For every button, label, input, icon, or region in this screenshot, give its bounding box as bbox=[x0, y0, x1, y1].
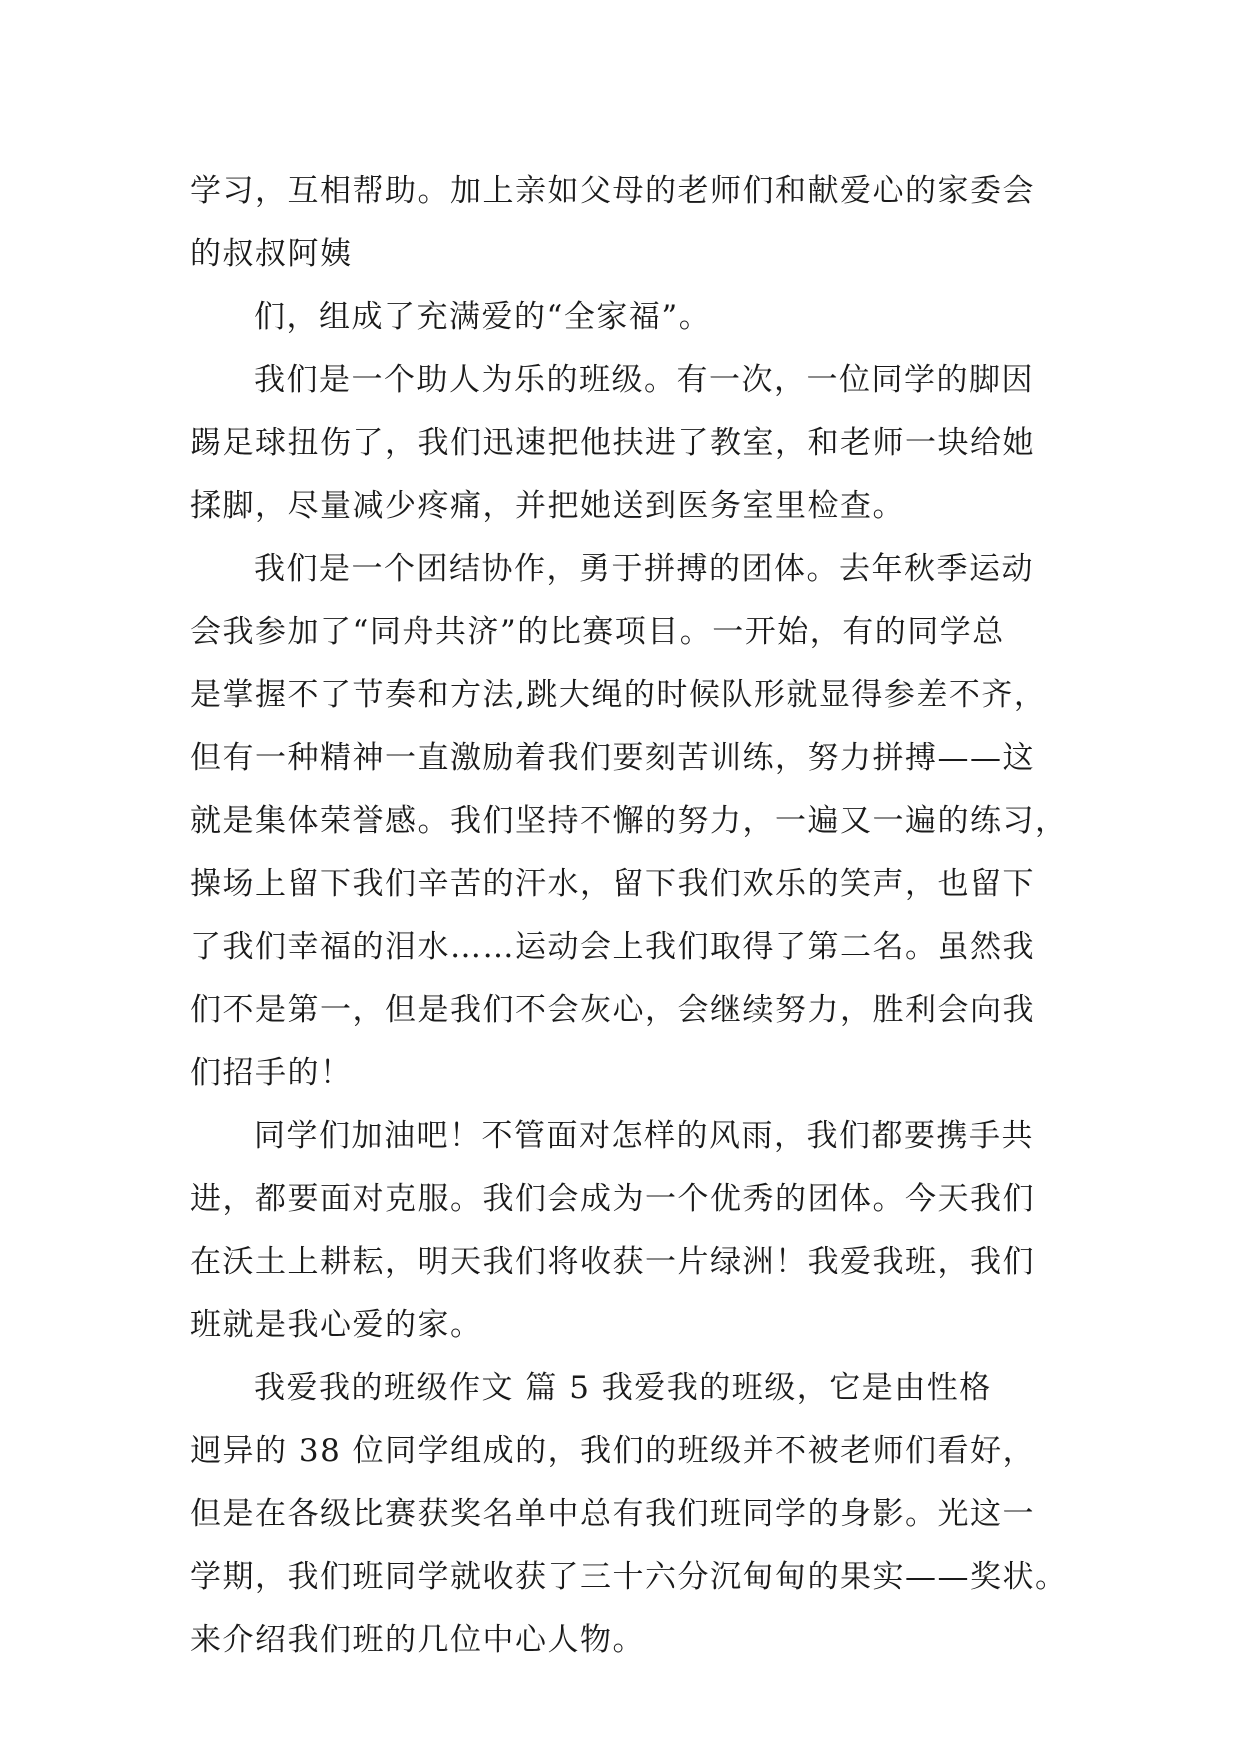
text-line: 揉脚，尽量减少疼痛，并把她送到医务室里检查。 bbox=[190, 488, 905, 524]
text-line: 了我们幸福的泪水……运动会上我们取得了第二名。虽然我 bbox=[190, 929, 1035, 965]
text-line: 我们是一个团结协作，勇于拼搏的团体。去年秋季运动 bbox=[254, 551, 1034, 587]
text-line: 是掌握不了节奏和方法,跳大绳的时候队形就显得参差不齐， bbox=[190, 677, 1047, 713]
text-line: 我们是一个助人为乐的班级。有一次，一位同学的脚因 bbox=[254, 362, 1034, 398]
text-line: 操场上留下我们辛苦的汗水，留下我们欢乐的笑声，也留下 bbox=[190, 866, 1035, 902]
text-line: 就是集体荣誉感。我们坚持不懈的努力，一遍又一遍的练习， bbox=[190, 803, 1068, 839]
body-text bbox=[190, 160, 1068, 1672]
text-line: 学习，互相帮助。加上亲如父母的老师们和献爱心的家委会 bbox=[190, 173, 1035, 209]
text-line: 们，组成了充满爱的“全家福”。 bbox=[254, 299, 712, 335]
text-line: 同学们加油吧！不管面对怎样的风雨，我们都要携手共 bbox=[254, 1118, 1034, 1154]
text-line: 的叔叔阿姨 bbox=[190, 236, 353, 272]
text-line: 在沃土上耕耘，明天我们将收获一片绿洲！我爱我班，我们 bbox=[190, 1244, 1035, 1280]
text-line: 们招手的！ bbox=[190, 1055, 353, 1091]
text-line: 但是在各级比赛获奖名单中总有我们班同学的身影。光这一 bbox=[190, 1496, 1035, 1532]
text-line: 进，都要面对克服。我们会成为一个优秀的团体。今天我们 bbox=[190, 1181, 1035, 1217]
text-line: 会我参加了“同舟共济”的比赛项目。一开始，有的同学总 bbox=[190, 614, 1005, 650]
text-line: 踢足球扭伤了，我们迅速把他扶进了教室，和老师一块给她 bbox=[190, 425, 1035, 461]
text-line: 班就是我心爱的家。 bbox=[190, 1307, 483, 1343]
text-line: 迥异的 38 位同学组成的，我们的班级并不被老师们看好， bbox=[190, 1433, 1036, 1469]
text-line: 学期，我们班同学就收获了三十六分沉甸甸的果实——奖状。 bbox=[190, 1559, 1068, 1595]
text-line: 来介绍我们班的几位中心人物。 bbox=[190, 1622, 645, 1658]
text-line: 但有一种精神一直激励着我们要刻苦训练，努力拼搏——这 bbox=[190, 740, 1035, 776]
text-line: 我爱我的班级作文 篇 5 我爱我的班级，它是由性格 bbox=[254, 1370, 992, 1406]
text-line: 们不是第一，但是我们不会灰心，会继续努力，胜利会向我 bbox=[190, 992, 1035, 1028]
